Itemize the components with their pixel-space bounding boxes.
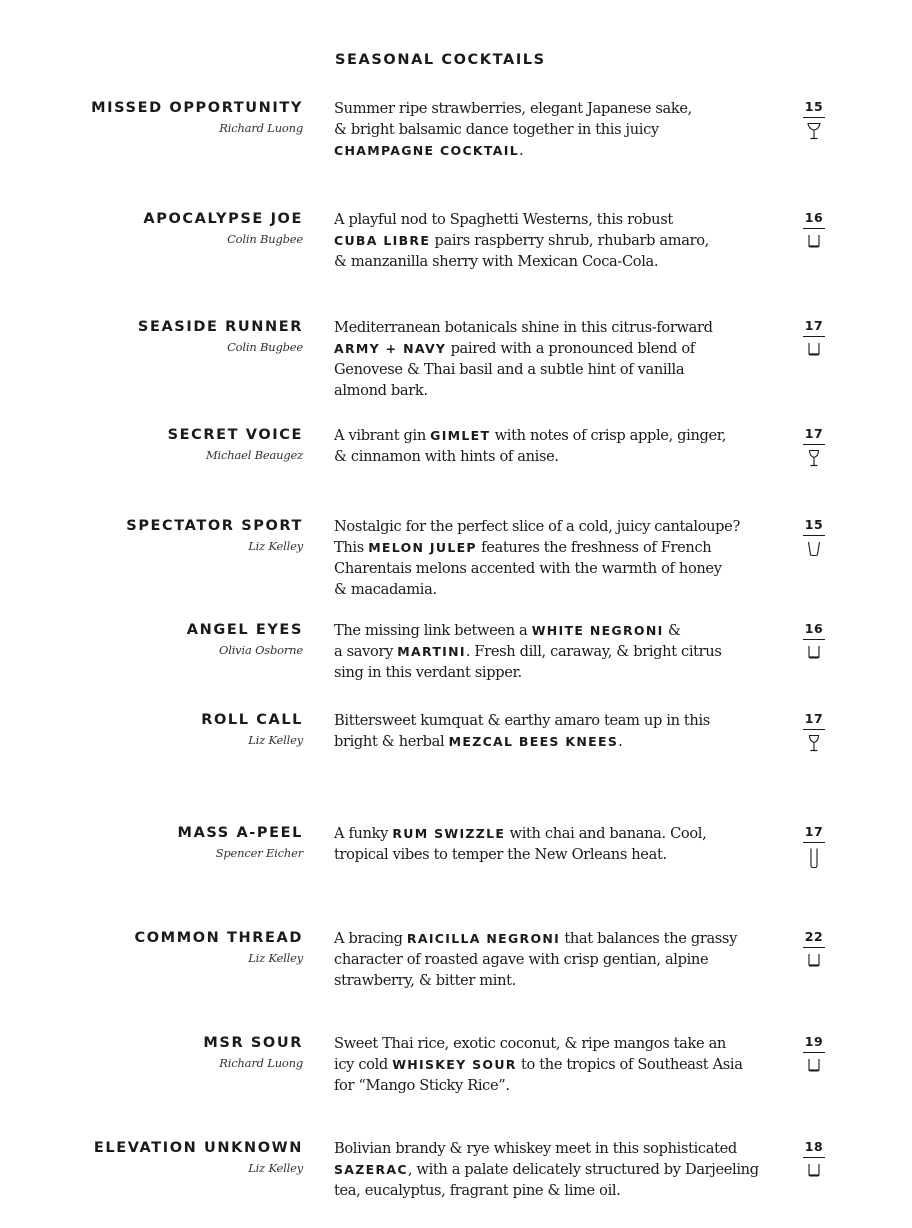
- description-line: [334, 119, 782, 140]
- bartender-name: Liz Kelley: [248, 539, 303, 553]
- bartender-name: Colin Bugbee: [227, 340, 303, 354]
- julep-cup-icon: [803, 540, 825, 561]
- price-block: [803, 1033, 825, 1077]
- price: 15: [803, 98, 825, 118]
- drink-heading: [94, 1138, 303, 1178]
- price: 17: [803, 823, 825, 843]
- description-line: [334, 949, 782, 970]
- description-line: [334, 1033, 782, 1054]
- cocktail-style: WHITE NEGRONI: [531, 623, 664, 638]
- rocks-glass-icon: [803, 341, 825, 361]
- drink-name: ROLL CALL: [201, 712, 303, 728]
- description-text: tea, eucalyptus, fragrant pine & lime oil.: [334, 1182, 621, 1199]
- description-line: [334, 251, 782, 272]
- description-text: character of roasted agave with crisp gentian, alpine: [334, 951, 709, 968]
- drink-heading: [201, 710, 303, 750]
- description-text: .: [618, 733, 623, 750]
- description-text: paired with a pronounced blend of: [446, 340, 695, 357]
- drink-name: ELEVATION UNKNOWN: [93, 1140, 303, 1156]
- cocktail-style: MEZCAL BEES KNEES: [448, 734, 619, 749]
- description-line: [334, 209, 782, 230]
- description-line: [334, 425, 782, 446]
- drink-heading: [178, 823, 303, 863]
- description-text: This: [334, 539, 369, 556]
- description-text: . Fresh dill, caraway, & bright citrus: [465, 643, 722, 660]
- description-line: [334, 844, 782, 865]
- rocks-glass-icon: [803, 644, 825, 664]
- bartender-name: Liz Kelley: [248, 951, 303, 965]
- description-text: with notes of crisp apple, ginger,: [490, 427, 727, 444]
- drink-name: COMMON THREAD: [134, 930, 303, 946]
- description-line: [334, 823, 782, 844]
- price: 17: [803, 317, 825, 337]
- description-text: The missing link between a: [334, 622, 532, 639]
- nick-and-nora-glass-icon: [803, 449, 825, 471]
- coupe-glass-icon: [803, 122, 825, 144]
- price: 16: [803, 209, 825, 229]
- description-text: bright & herbal: [334, 733, 449, 750]
- drink-heading: [91, 98, 303, 138]
- description-text: that balances the grassy: [560, 930, 737, 947]
- price-block: [803, 209, 825, 253]
- price: 22: [803, 928, 825, 948]
- description-line: [334, 662, 782, 683]
- drink-description: [334, 710, 782, 752]
- drink-name: MSR SOUR: [203, 1035, 303, 1051]
- description-line: [334, 446, 782, 467]
- price-block: [803, 516, 825, 561]
- description-text: icy cold: [334, 1056, 393, 1073]
- description-text: to the tropics of Southeast Asia: [516, 1056, 743, 1073]
- description-line: [334, 230, 782, 251]
- description-line: [334, 641, 782, 662]
- description-text: Bolivian brandy & rye whiskey meet in this sophisticated: [334, 1140, 737, 1157]
- description-text: features the freshness of French: [476, 539, 712, 556]
- drink-heading: [203, 1033, 303, 1073]
- description-text: for “Mango Sticky Rice”.: [334, 1077, 510, 1094]
- description-text: & macadamia.: [334, 581, 437, 598]
- bartender-name: Michael Beaugez: [205, 448, 303, 462]
- cocktail-style: WHISKEY SOUR: [392, 1057, 517, 1072]
- description-line: [334, 516, 782, 537]
- drink-description: [334, 516, 782, 600]
- price-block: [803, 425, 825, 471]
- description-line: [334, 558, 782, 579]
- description-line: [334, 140, 782, 161]
- description-line: [334, 731, 782, 752]
- description-text: with chai and banana. Cool,: [505, 825, 707, 842]
- bartender-name: Richard Luong: [219, 1056, 303, 1070]
- drink-description: [334, 620, 782, 683]
- bartender-name: Liz Kelley: [248, 1161, 303, 1175]
- cocktail-style: RUM SWIZZLE: [392, 826, 506, 841]
- price-block: [803, 620, 825, 664]
- cocktail-style: CUBA LIBRE: [334, 233, 431, 248]
- cocktail-style: ARMY + NAVY: [334, 341, 447, 356]
- drink-description: [334, 1138, 782, 1201]
- description-text: Sweet Thai rice, exotic coconut, & ripe mangos take an: [334, 1035, 726, 1052]
- description-text: a savory: [334, 643, 398, 660]
- drink-heading: [187, 620, 303, 660]
- description-text: & bright balsamic dance together in this juicy: [334, 121, 659, 138]
- rocks-glass-icon: [803, 952, 825, 972]
- cocktail-style: MARTINI: [397, 644, 466, 659]
- drink-name: APOCALYPSE JOE: [143, 211, 303, 227]
- cocktail-style: GIMLET: [430, 428, 491, 443]
- drink-description: [334, 823, 782, 865]
- description-text: Summer ripe strawberries, elegant Japanese sake,: [334, 100, 692, 117]
- price-block: [803, 928, 825, 972]
- description-text: Genovese & Thai basil and a subtle hint of vanilla: [334, 361, 685, 378]
- description-text: & manzanilla sherry with Mexican Coca-Cola.: [334, 253, 659, 270]
- rocks-glass-icon: [803, 233, 825, 253]
- description-text: almond bark.: [334, 382, 428, 399]
- description-text: tropical vibes to temper the New Orleans heat.: [334, 846, 667, 863]
- description-text: , with a palate delicately structured by Darjeeling: [407, 1161, 759, 1178]
- cocktail-style: CHAMPAGNE COCKTAIL: [334, 143, 519, 158]
- price-block: [803, 1138, 825, 1182]
- drink-name: MASS A-PEEL: [177, 825, 303, 841]
- description-line: [334, 338, 782, 359]
- drink-name: ANGEL EYES: [186, 622, 303, 638]
- rocks-glass-icon: [803, 1162, 825, 1182]
- price-block: [803, 317, 825, 361]
- description-line: [334, 537, 782, 558]
- description-text: A vibrant gin: [334, 427, 431, 444]
- drink-heading: [135, 928, 304, 968]
- drink-heading: [143, 209, 303, 249]
- description-text: A funky: [334, 825, 393, 842]
- description-line: [334, 970, 782, 991]
- description-line: [334, 1075, 782, 1096]
- drink-heading: [126, 516, 303, 556]
- description-line: [334, 380, 782, 401]
- description-text: Charentais melons accented with the warmth of honey: [334, 560, 722, 577]
- bartender-name: Richard Luong: [219, 121, 303, 135]
- drink-description: [334, 209, 782, 272]
- bartender-name: Olivia Osborne: [219, 643, 303, 657]
- drink-description: [334, 1033, 782, 1096]
- price: 17: [803, 710, 825, 730]
- price-block: [803, 98, 825, 144]
- cocktail-style: RAICILLA NEGRONI: [406, 931, 561, 946]
- description-line: [334, 1138, 782, 1159]
- description-text: sing in this verdant sipper.: [334, 664, 522, 681]
- description-line: [334, 359, 782, 380]
- description-line: [334, 579, 782, 600]
- description-line: [334, 620, 782, 641]
- description-line: [334, 98, 782, 119]
- collins-glass-icon: [803, 847, 825, 873]
- description-line: [334, 1054, 782, 1075]
- rocks-glass-icon: [803, 1057, 825, 1077]
- drink-name: SECRET VOICE: [167, 427, 303, 443]
- description-line: [334, 1180, 782, 1201]
- description-text: A bracing: [334, 930, 407, 947]
- price-block: [803, 710, 825, 756]
- description-text: Nostalgic for the perfect slice of a cold, juicy cantaloupe?: [334, 518, 740, 535]
- bartender-name: Liz Kelley: [248, 733, 303, 747]
- drink-heading: [168, 425, 303, 465]
- cocktail-style: MELON JULEP: [368, 540, 477, 555]
- section-title: SEASONAL COCKTAILS: [335, 52, 546, 68]
- price: 17: [803, 425, 825, 445]
- description-text: Bittersweet kumquat & earthy amaro team up in this: [334, 712, 710, 729]
- drink-description: [334, 317, 782, 401]
- price: 18: [803, 1138, 825, 1158]
- price: 16: [803, 620, 825, 640]
- description-line: [334, 1159, 782, 1180]
- description-text: Mediterranean botanicals shine in this citrus-forward: [334, 319, 713, 336]
- description-text: pairs raspberry shrub, rhubarb amaro,: [430, 232, 709, 249]
- drink-description: [334, 98, 782, 161]
- description-text: strawberry, & bitter mint.: [334, 972, 516, 989]
- bartender-name: Colin Bugbee: [227, 232, 303, 246]
- description-text: .: [518, 142, 524, 159]
- nick-and-nora-glass-icon: [803, 734, 825, 756]
- description-text: & cinnamon with hints of anise.: [334, 448, 559, 465]
- description-line: [334, 317, 782, 338]
- price-block: [803, 823, 825, 873]
- description-text: &: [663, 622, 681, 639]
- description-line: [334, 710, 782, 731]
- drink-description: [334, 928, 782, 991]
- description-text: A playful nod to Spaghetti Westerns, this robust: [334, 211, 673, 228]
- cocktail-style: SAZERAC: [334, 1162, 408, 1177]
- drink-name: MISSED OPPORTUNITY: [91, 100, 303, 116]
- bartender-name: Spencer Eicher: [215, 846, 303, 860]
- drink-name: SEASIDE RUNNER: [137, 319, 303, 335]
- drink-name: SPECTATOR SPORT: [126, 518, 303, 534]
- price: 19: [803, 1033, 825, 1053]
- description-line: [334, 928, 782, 949]
- price: 15: [803, 516, 825, 536]
- drink-heading: [138, 317, 303, 357]
- drink-description: [334, 425, 782, 467]
